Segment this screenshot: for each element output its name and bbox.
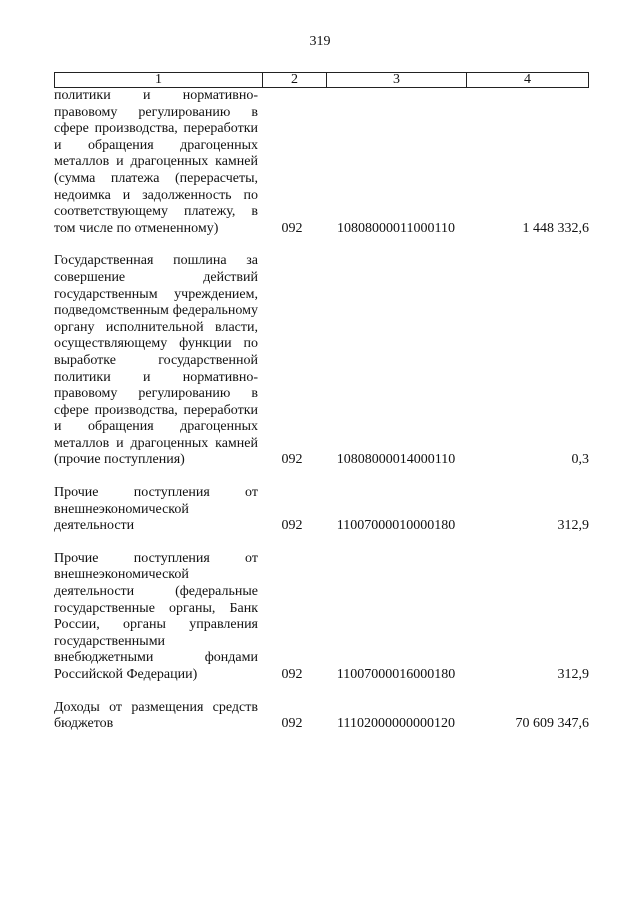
- row-description: политики и нормативно-правовому регулированию в сфере производства, переработки и обращения драгоценных металлов и драгоценных камней (сумма платежа (перерасчеты, недоимка и задолженность по соответствующему платежу, в том числе по отмененному): [54, 88, 258, 236]
- revenue-table: [54, 72, 589, 733]
- table-row: [54, 88, 589, 237]
- row-amount: 312,9: [557, 667, 589, 682]
- row-admin-code: 092: [281, 452, 303, 468]
- row-amount: 312,9: [557, 518, 589, 534]
- header-col-2: 2: [263, 73, 327, 87]
- row-admin-code: 092: [281, 518, 303, 534]
- table-row: [54, 551, 589, 684]
- row-amount: 70 609 347,6: [515, 716, 589, 732]
- row-budget-code: 10808000014000110: [336, 452, 456, 468]
- table-row: [54, 253, 589, 469]
- row-budget-code: 11102000000000120: [337, 716, 455, 732]
- table-row: [54, 700, 589, 733]
- table-row: [54, 485, 589, 535]
- row-description: Государственная пошлина за совершение действий государственным учреждением, подведомственным федеральному органу исполнительной власти, осуществляющему функции по выработке государственной политики и нормативно-правовому регулированию в сфере производства, переработки и обращения драгоценных металлов и драгоценных камней (прочие поступления): [54, 253, 258, 468]
- table-header: [54, 72, 589, 88]
- row-description: Доходы от размещения средств бюджетов: [54, 699, 258, 732]
- row-budget-code: 10808000011000110: [337, 220, 455, 236]
- header-col-4: 4: [524, 72, 531, 87]
- row-admin-code: 092: [281, 716, 303, 732]
- page-number: 319: [309, 34, 331, 49]
- row-amount: 0,3: [571, 452, 589, 468]
- row-admin-code: 092: [281, 667, 303, 682]
- row-budget-code: 11007000010000180: [336, 518, 456, 534]
- row-description: Прочие поступления от внешнеэкономической деятельности (федеральные государственные органы, Банк России, органы управления государственными внебюджетными фондами Российской Федерации): [54, 550, 258, 682]
- row-budget-code: 11007000016000180: [336, 667, 456, 682]
- header-col-3: 3: [327, 73, 467, 87]
- row-admin-code: 092: [281, 220, 303, 236]
- row-amount: 1 448 332,6: [522, 220, 589, 236]
- header-col-1: 1: [55, 73, 263, 87]
- row-description: Прочие поступления от внешнеэкономической деятельности: [54, 485, 258, 534]
